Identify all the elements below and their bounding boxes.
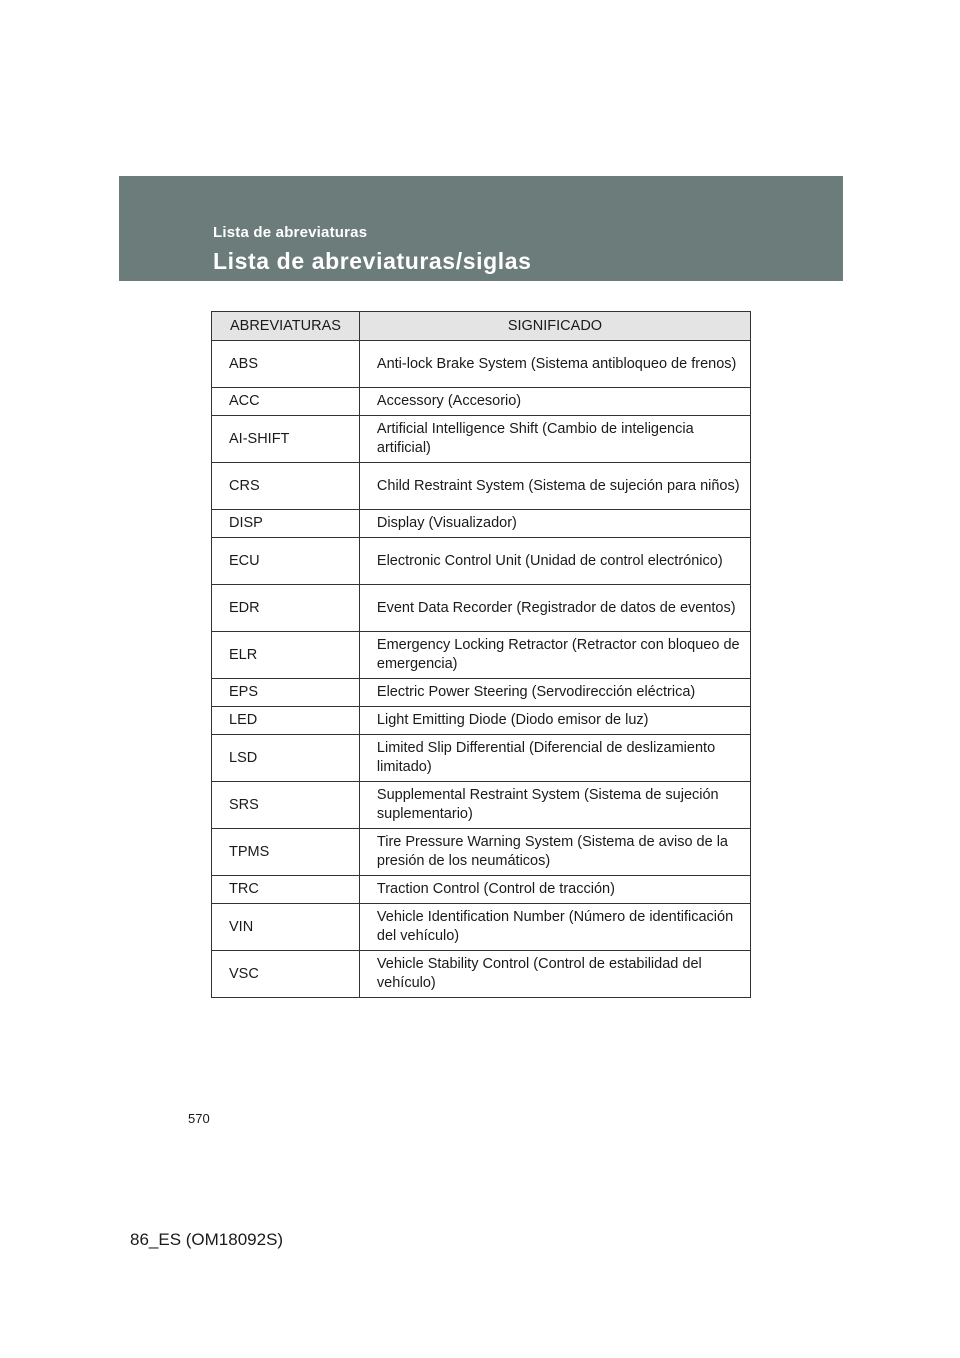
abbreviation-cell: TPMS	[212, 829, 360, 876]
column-header-abbreviations: ABREVIATURAS	[212, 312, 360, 341]
table-row	[212, 388, 751, 416]
table-row	[212, 735, 751, 782]
table-row	[212, 904, 751, 951]
table-row	[212, 341, 751, 388]
meaning-cell: Child Restraint System (Sistema de sujeción para niños)	[359, 463, 750, 510]
table-row	[212, 463, 751, 510]
table-row	[212, 707, 751, 735]
abbreviation-cell: SRS	[212, 782, 360, 829]
column-header-meaning: SIGNIFICADO	[359, 312, 750, 341]
table-header-row	[212, 312, 751, 341]
table-row	[212, 510, 751, 538]
meaning-cell: Accessory (Accesorio)	[359, 388, 750, 416]
abbreviations-table	[211, 311, 751, 998]
table-row	[212, 416, 751, 463]
table-row	[212, 679, 751, 707]
abbreviation-cell: DISP	[212, 510, 360, 538]
meaning-cell: Anti-lock Brake System (Sistema antibloqueo de frenos)	[359, 341, 750, 388]
table-row	[212, 876, 751, 904]
meaning-cell: Traction Control (Control de tracción)	[359, 876, 750, 904]
page-title: Lista de abreviaturas/siglas	[213, 248, 532, 274]
abbreviation-cell: ABS	[212, 341, 360, 388]
abbreviation-cell: EPS	[212, 679, 360, 707]
table-row	[212, 782, 751, 829]
page-number: 570	[188, 1111, 210, 1126]
header-band	[119, 176, 843, 281]
meaning-cell: Event Data Recorder (Registrador de datos de eventos)	[359, 585, 750, 632]
table-row	[212, 829, 751, 876]
table-row	[212, 632, 751, 679]
table-row	[212, 538, 751, 585]
meaning-cell: Electric Power Steering (Servodirección eléctrica)	[359, 679, 750, 707]
meaning-cell: Light Emitting Diode (Diodo emisor de luz)	[359, 707, 750, 735]
abbreviation-cell: LSD	[212, 735, 360, 782]
meaning-cell: Vehicle Identification Number (Número de identificación del vehículo)	[359, 904, 750, 951]
meaning-cell: Limited Slip Differential (Diferencial de deslizamiento limitado)	[359, 735, 750, 782]
document-code: 86_ES (OM18092S)	[130, 1230, 284, 1249]
abbreviation-cell: ELR	[212, 632, 360, 679]
meaning-cell: Electronic Control Unit (Unidad de control electrónico)	[359, 538, 750, 585]
abbreviation-cell: TRC	[212, 876, 360, 904]
abbreviation-cell: VIN	[212, 904, 360, 951]
meaning-cell: Vehicle Stability Control (Control de estabilidad del vehículo)	[359, 951, 750, 998]
abbreviation-cell: CRS	[212, 463, 360, 510]
abbreviation-cell: AI-SHIFT	[212, 416, 360, 463]
abbreviation-cell: ECU	[212, 538, 360, 585]
abbreviation-cell: EDR	[212, 585, 360, 632]
meaning-cell: Display (Visualizador)	[359, 510, 750, 538]
abbreviation-cell: ACC	[212, 388, 360, 416]
table-row	[212, 951, 751, 998]
section-label: Lista de abreviaturas	[213, 224, 368, 241]
abbreviation-cell: VSC	[212, 951, 360, 998]
table-row	[212, 585, 751, 632]
abbreviation-cell: LED	[212, 707, 360, 735]
meaning-cell: Tire Pressure Warning System (Sistema de aviso de la presión de los neumáticos)	[359, 829, 750, 876]
meaning-cell: Supplemental Restraint System (Sistema de sujeción suplementario)	[359, 782, 750, 829]
meaning-cell: Emergency Locking Retractor (Retractor con bloqueo de emergencia)	[359, 632, 750, 679]
meaning-cell: Artificial Intelligence Shift (Cambio de inteligencia artificial)	[359, 416, 750, 463]
